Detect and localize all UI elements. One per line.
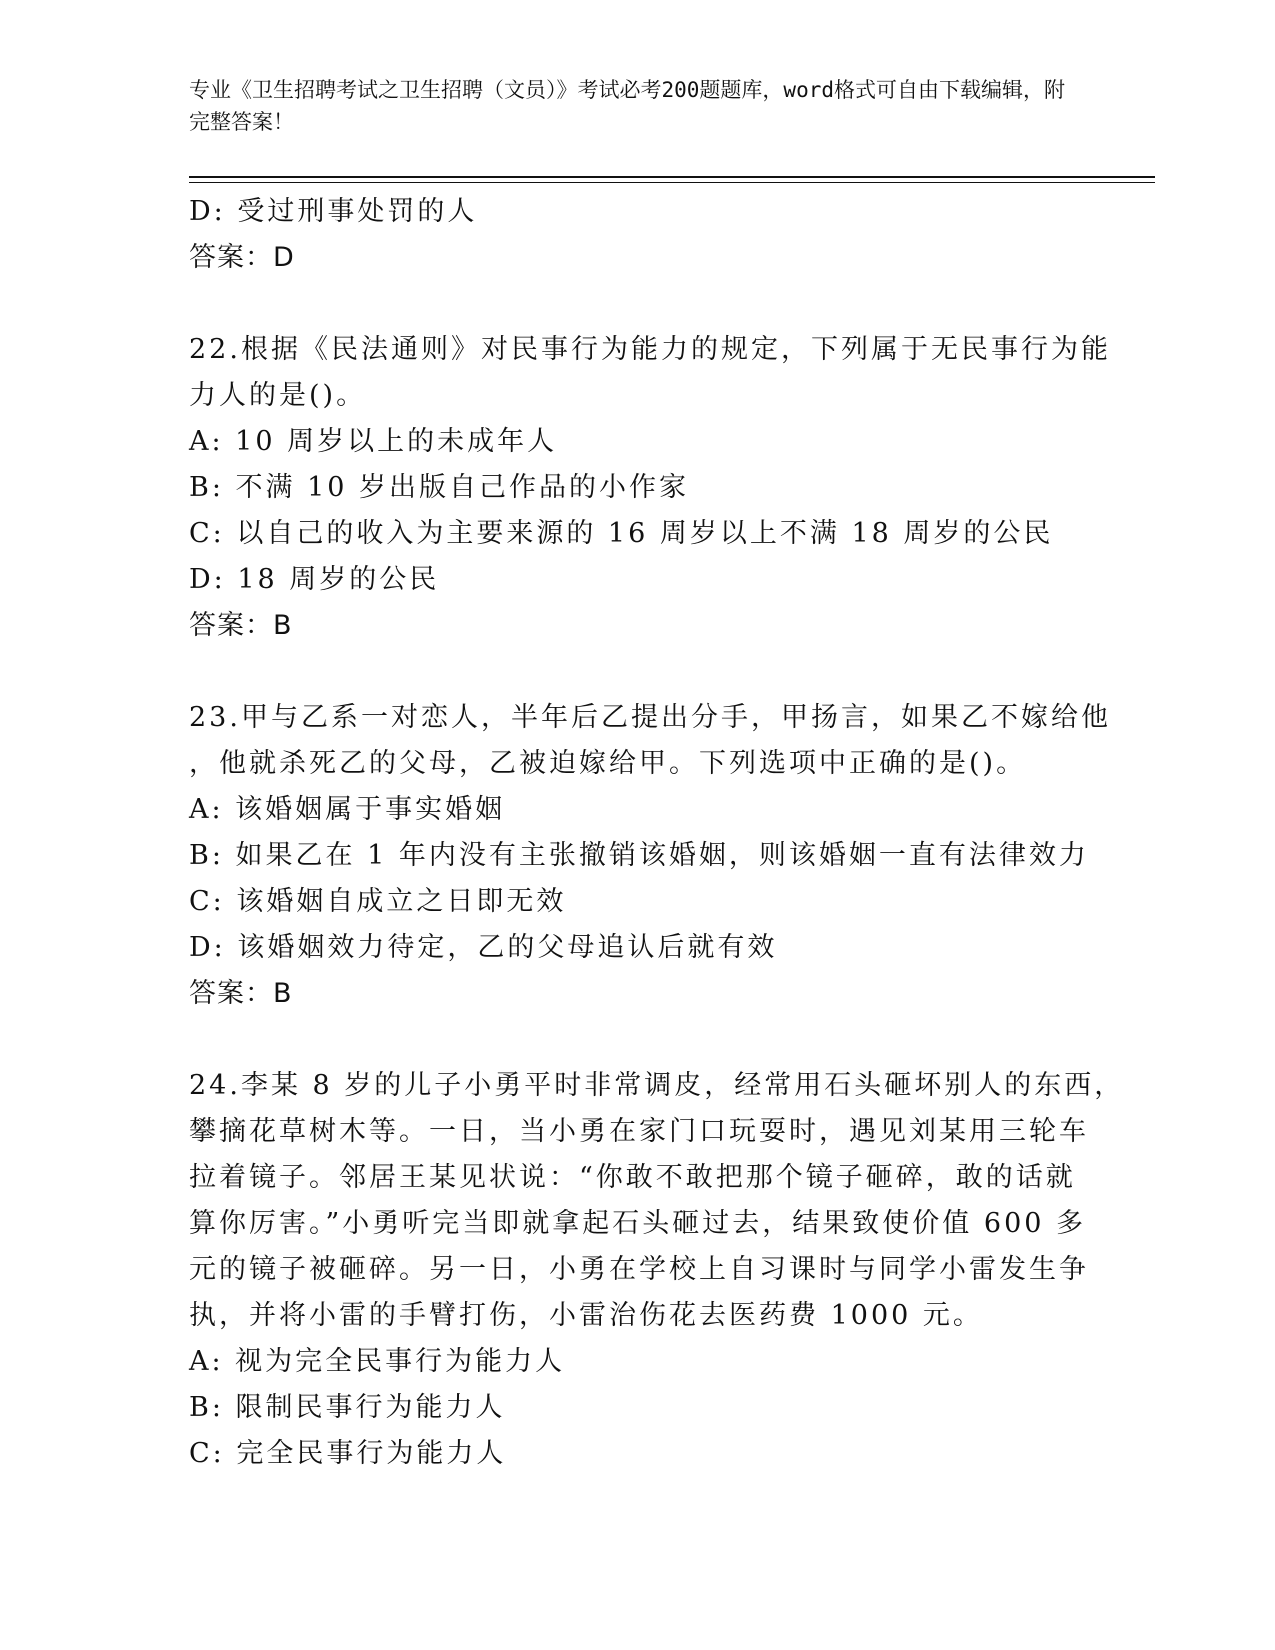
option-a: A: 视为完全民事行为能力人 — [189, 1346, 566, 1377]
question-stem: 攀摘花草树木等。一日，当小勇在家门口玩耍时，遇见刘某用三轮车 — [189, 1116, 1089, 1147]
spacer — [189, 649, 1089, 695]
question-stem: 23.甲与乙系一对恋人，半年后乙提出分手，甲扬言，如果乙不嫁给他 — [189, 702, 1111, 733]
question-24 — [189, 1063, 1125, 1477]
question-stem: 算你厉害。”小勇听完当即就拿起石头砸过去，结果致使价值 600 多 — [189, 1208, 1087, 1239]
question-stem: 力人的是()。 — [189, 380, 367, 411]
option-a: A: 该婚姻属于事实婚姻 — [189, 794, 506, 825]
question-stem: 24.李某 8 岁的儿子小勇平时非常调皮，经常用石头砸坏别人的东西， — [189, 1070, 1125, 1101]
answer: 答案：B — [189, 978, 293, 1009]
spacer — [189, 1017, 1089, 1063]
option-b: B: 不满 10 岁出版自己作品的小作家 — [189, 472, 690, 503]
option-a: A: 10 周岁以上的未成年人 — [189, 426, 558, 457]
option-c: C: 该婚姻自成立之日即无效 — [189, 886, 567, 917]
question-22 — [189, 327, 1111, 649]
option-c: C: 以自己的收入为主要来源的 16 周岁以上不满 18 周岁的公民 — [189, 518, 1054, 549]
question-21-tail — [189, 189, 1089, 281]
question-list — [189, 189, 1125, 1477]
question-stem: 拉着镜子。邻居王某见状说：“你敢不敢把那个镜子砸碎，敢的话就 — [189, 1162, 1076, 1193]
header-divider-thin — [189, 182, 1155, 183]
option-d: D: 该婚姻效力待定，乙的父母追认后就有效 — [189, 932, 778, 963]
option-d: D: 受过刑事处罚的人 — [189, 196, 478, 227]
option-b: B: 限制民事行为能力人 — [189, 1392, 506, 1423]
question-stem: 22.根据《民法通则》对民事行为能力的规定，下列属于无民事行为能 — [189, 334, 1111, 365]
spacer — [189, 281, 1089, 327]
option-d: D: 18 周岁的公民 — [189, 564, 440, 595]
question-23 — [189, 695, 1111, 1017]
question-stem: ，他就杀死乙的父母，乙被迫嫁给甲。下列选项中正确的是()。 — [189, 748, 1027, 779]
option-b: B: 如果乙在 1 年内没有主张撤销该婚姻，则该婚姻一直有法律效力 — [189, 840, 1089, 871]
page-header: 专业《卫生招聘考试之卫生招聘（文员）》考试必考200题题库，word格式可自由下载编辑，附完整答案！ — [189, 78, 1065, 134]
question-stem: 执，并将小雷的手臂打伤，小雷治伤花去医药费 1000 元。 — [189, 1300, 983, 1331]
option-c: C: 完全民事行为能力人 — [189, 1438, 507, 1469]
question-stem: 元的镜子被砸碎。另一日，小勇在学校上自习课时与同学小雷发生争 — [189, 1254, 1089, 1285]
answer: 答案：D — [189, 242, 295, 273]
answer: 答案：B — [189, 610, 293, 641]
header-divider-thick — [189, 176, 1155, 178]
